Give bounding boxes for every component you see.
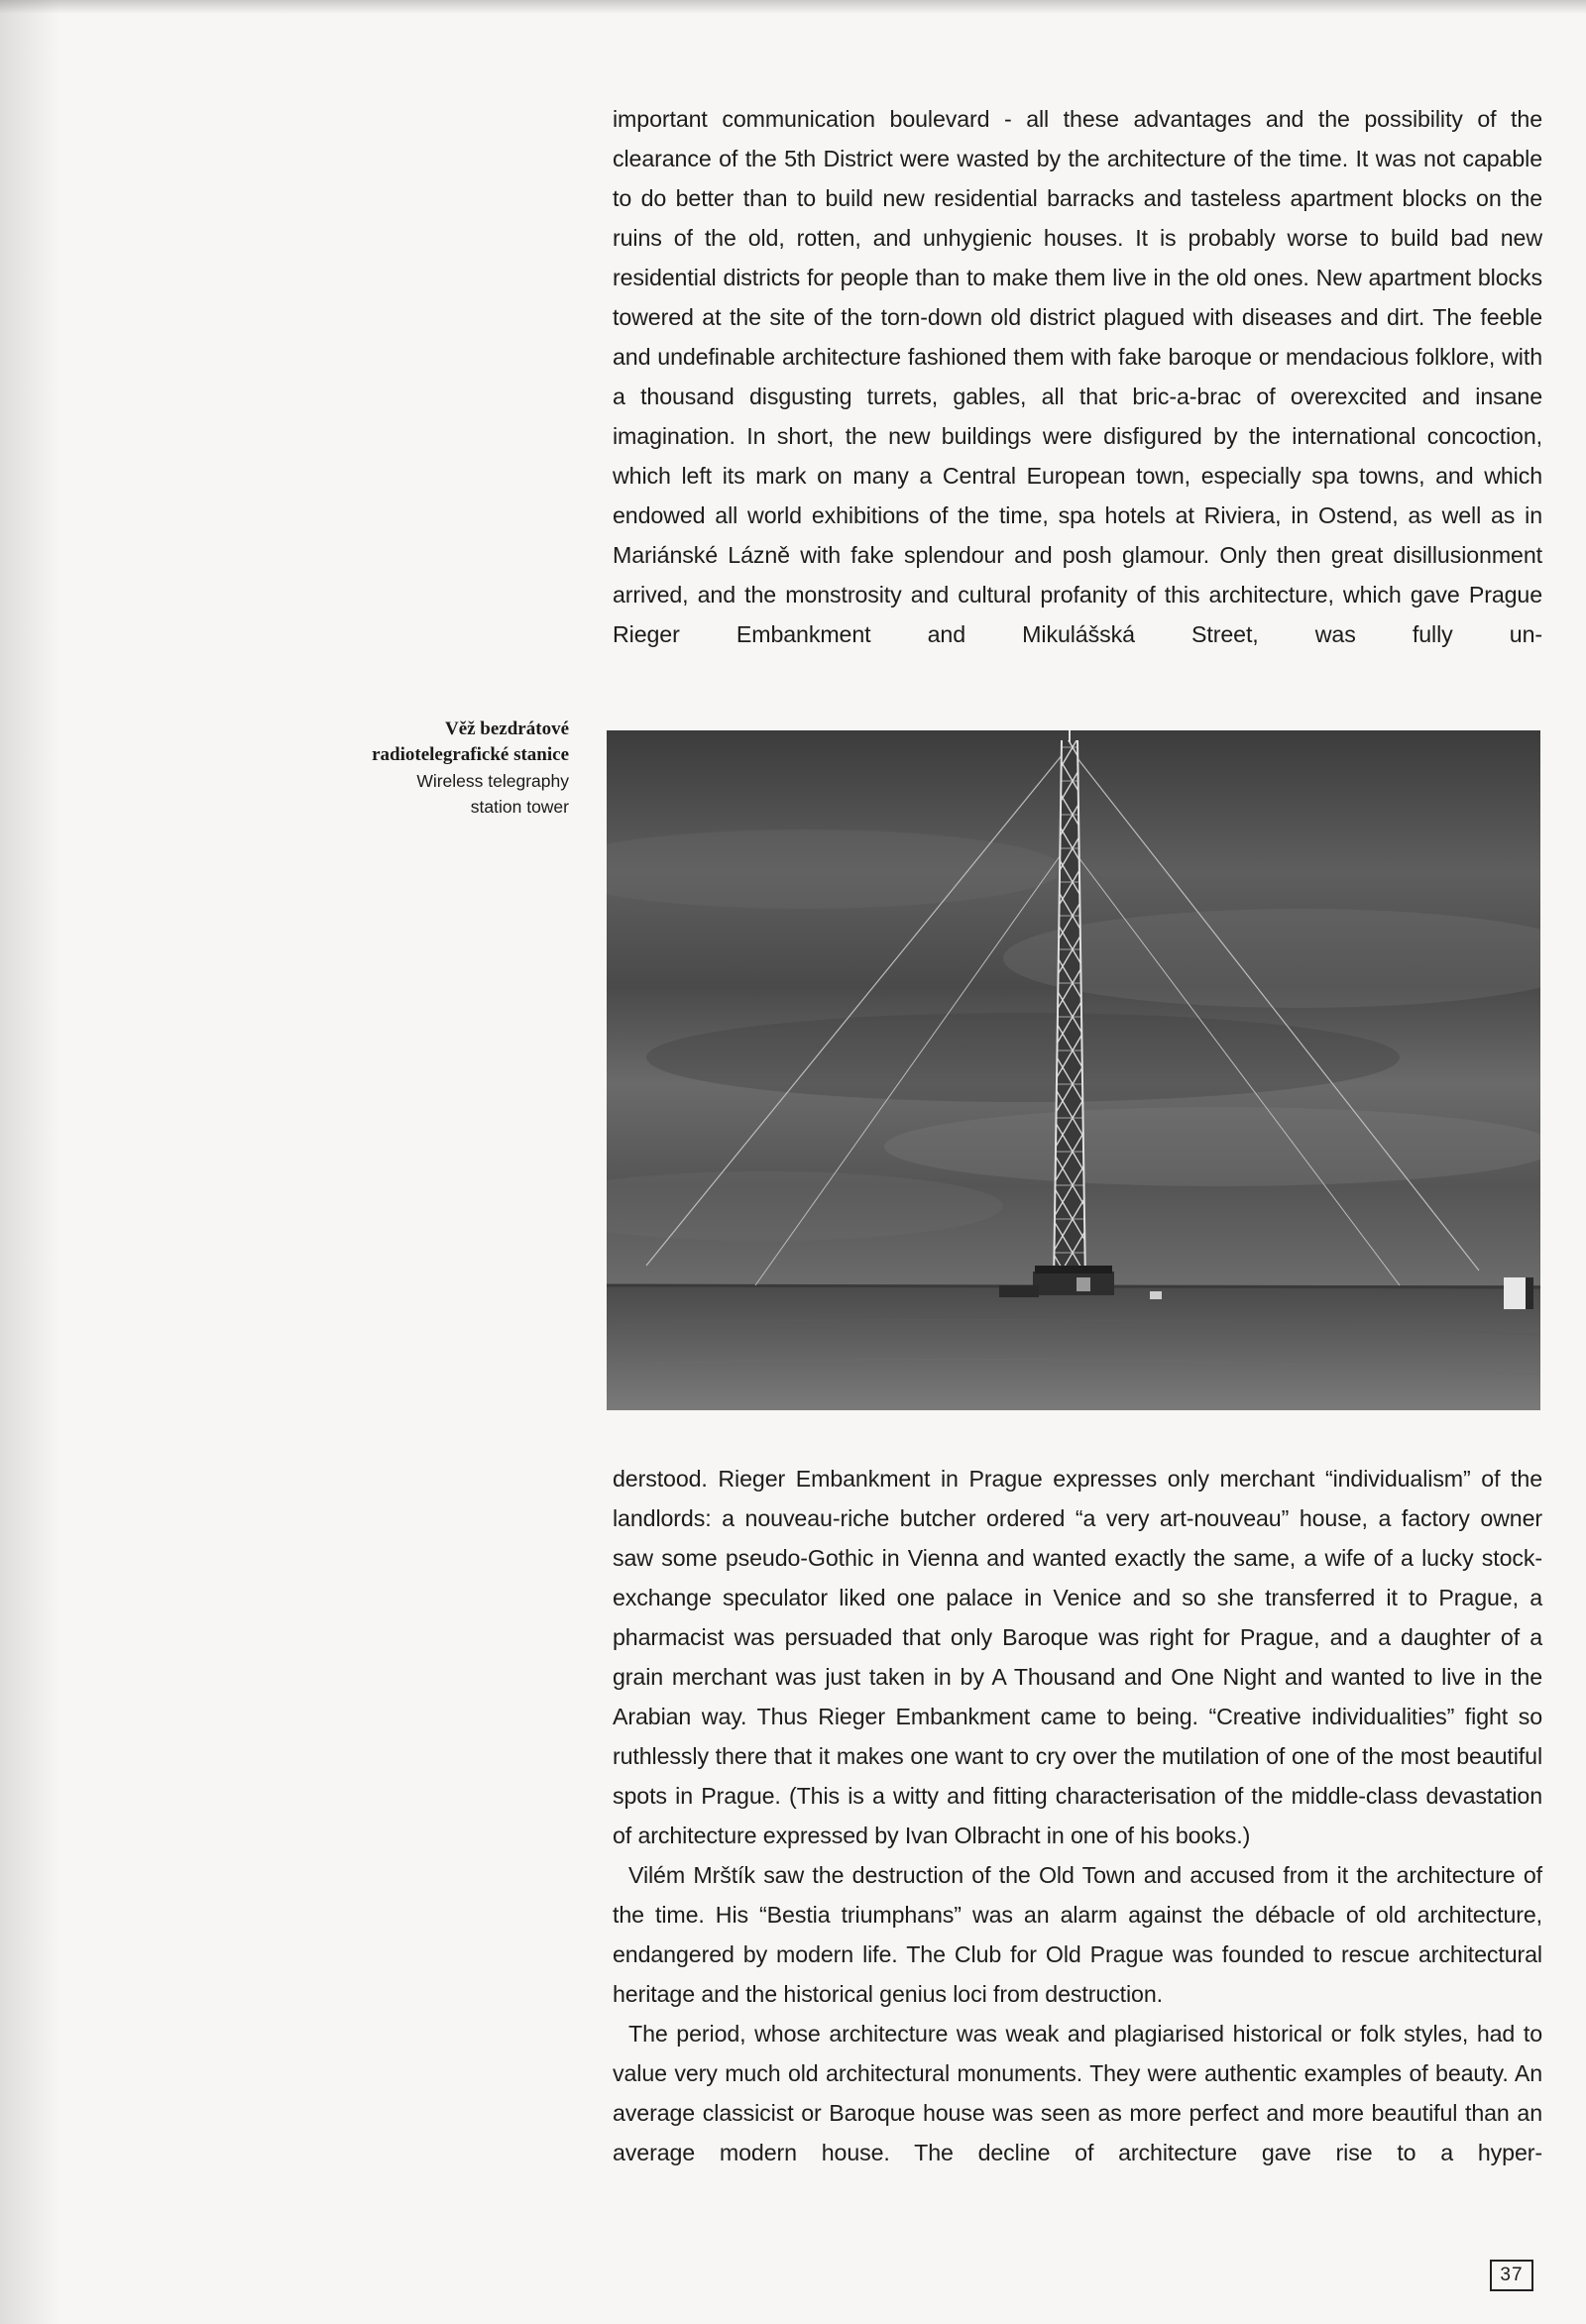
- caption-english-line-1: Wireless telegraphy: [416, 771, 569, 791]
- figure-caption: [272, 717, 569, 820]
- page-number: 37: [1490, 2260, 1533, 2291]
- radio-tower-photo-illustration: [607, 730, 1540, 1410]
- page-gutter-shadow: [0, 0, 59, 2324]
- radio-tower-photo: [607, 730, 1540, 1410]
- caption-czech-line-1: Věž bezdrátové: [444, 719, 569, 739]
- page-top-shadow: [0, 0, 1586, 14]
- body-paragraph-top: important communication boulevard - all these advantages and the possibility of the clearance of the 5th District were wasted by the architecture of the time. It was not capable to do better than to build new residential barracks and tasteless apartment blocks on the ruins of the old, rotten, and unhygienic houses. It is probably worse to build bad new residential districts for people than to make them live in the old ones. New apartment blocks towered at the site of the torn-down old district plagued with diseases and dirt. The feeble and undefinable architecture fashioned them with fake baroque or mendacious folklore, with a thousand disgusting turrets, gables, all that bric-a-brac of overexcited and insane imagination. In short, the new buildings were disfigured by the international concoction, which left its mark on many a Central European town, especially spa towns, and which endowed all world exhibitions of the time, spa hotels at Riviera, in Ostend, as well as in Mariánské Lázně with fake splendour and posh glamour. Only then great disillusionment arrived, and the monstrosity and cultural profanity of this architecture, which gave Prague Rieger Embankment and Mikulášská Street, was fully un-: [613, 106, 1542, 647]
- caption-czech-line-2: radiotelegrafické stanice: [372, 744, 569, 765]
- body-paragraph-continued: derstood. Rieger Embankment in Prague expresses only merchant “individualism” of the landlords: a nouveau-riche butcher ordered “a very art-nouveau” house, a factory owner saw some pseudo-Gothic in Vienna and wanted exactly the same, a wife of a lucky stock-exchange speculator liked one palace in Venice and so she transferred it to Prague, a pharmacist was persuaded that only Baroque was right for Prague, and a daughter of a grain merchant was just taken in by A Thousand and One Night and wanted to live in the Arabian way. Thus Rieger Embankment came to being. “Creative individualities” fight so ruthlessly there that it makes one want to cry over the mutilation of one of the most beautiful spots in Prague. (This is a witty and fitting characterisation of the middle-class devastation of architecture expressed by Ivan Olbracht in one of his books.): [613, 1466, 1542, 1848]
- body-paragraph-period: The period, whose architecture was weak and plagiarised historical or folk styles, had to value very much old architectural monuments. They were authentic examples of beauty. An average classicist or Baroque house was seen as more perfect and more beautiful than an average modern house. The decline of architecture gave rise to a hyper-: [613, 2021, 1542, 2165]
- body-paragraph-mrstik: Vilém Mrštík saw the destruction of the Old Town and accused from it the architecture of the time. His “Bestia triumphans” was an alarm against the débacle of old architecture, endangered by modern life. The Club for Old Prague was founded to rescue architectural heritage and the historical genius loci from destruction.: [613, 1862, 1542, 2007]
- caption-english-line-2: station tower: [470, 797, 569, 817]
